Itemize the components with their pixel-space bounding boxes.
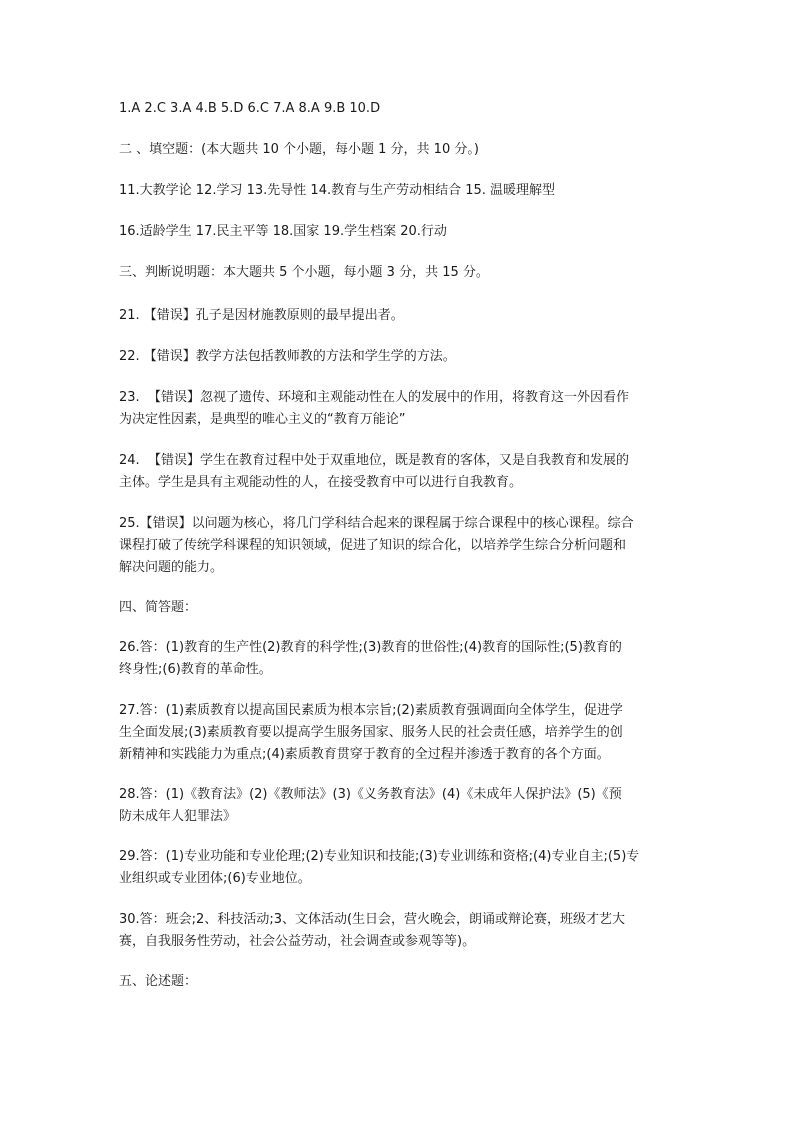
section-4-heading: 四、简答题： bbox=[119, 600, 198, 615]
section-5-heading: 五、论述题： bbox=[119, 974, 198, 989]
answer-29: 29.答：(1)专业功能和专业伦理;(2)专业知识和技能;(3)专业训练和资格;(4)专业自主;(5)专 业组织或专业团体;(6)专业地位。 bbox=[119, 849, 640, 886]
answer-28: 28.答：(1)《教育法》(2)《教师法》(3)《义务教育法》(4)《未成年人保护法》(5)《预 防未成年人犯罪法》 bbox=[119, 787, 622, 824]
answer-30: 30.答：班会;2、科技活动;3、文体活动(生日会，营火晚会，朗诵或辩论赛，班级才艺大 赛，自我服务性劳动，社会公益劳动，社会调查或参观等等)。 bbox=[119, 912, 626, 949]
answer-27: 27.答：(1)素质教育以提高国民素质为根本宗旨;(2)素质教育强调面向全体学生，促进学 生全面发展;(3)素质教育要以提高学生服务国家、服务人民的社会责任感，培养学生的创 新精神和实践能力为重点;(4)素质教育贯穿于教育的全过程并渗透于教育的各个方面。 bbox=[119, 703, 623, 762]
answer-25: 25.【错误】以问题为核心，将几门学科结合起来的课程属于综合课程中的核心课程。综合 课程打破了传统学科课程的知识领域，促进了知识的综合化，以培养学生综合分析问题和 解决问题的能力。 bbox=[119, 516, 634, 575]
section-2-heading: 二 、填空题：(本大题共 10 个小题，每小题 1 分，共 10 分。) bbox=[119, 142, 479, 157]
section-3-heading: 三、判断说明题：本大题共 5 个小题，每小题 3 分，共 15 分。 bbox=[119, 265, 489, 280]
multiple-choice-answers: 1.A 2.C 3.A 4.B 5.D 6.C 7.A 8.A 9.B 10.D bbox=[119, 101, 381, 116]
fill-blank-answers-2: 16.适龄学生 17.民主平等 18.国家 19.学生档案 20.行动 bbox=[119, 224, 447, 239]
answer-23: 23. 【错误】忽视了遗传、环境和主观能动性在人的发展中的作用，将教育这一外因看作 为决定性因素，是典型的唯心主义的“教育万能论” bbox=[119, 390, 629, 427]
answer-24: 24. 【错误】学生在教育过程中处于双重地位，既是教育的客体，又是自我教育和发展的 主体。学生是具有主观能动性的人，在接受教育中可以进行自我教育。 bbox=[119, 453, 629, 490]
fill-blank-answers-1: 11.大教学论 12.学习 13.先导性 14.教育与生产劳动相结合 15. 温暖理解型 bbox=[119, 183, 556, 198]
answer-26: 26.答：(1)教育的生产性(2)教育的科学性;(3)教育的世俗性;(4)教育的国际性;(5)教育的 终身性;(6)教育的革命性。 bbox=[119, 640, 622, 677]
answer-22: 22. 【错误】教学方法包括教师教的方法和学生学的方法。 bbox=[119, 349, 456, 364]
answer-21: 21. 【错误】孔子是因材施教原则的最早提出者。 bbox=[119, 308, 404, 323]
